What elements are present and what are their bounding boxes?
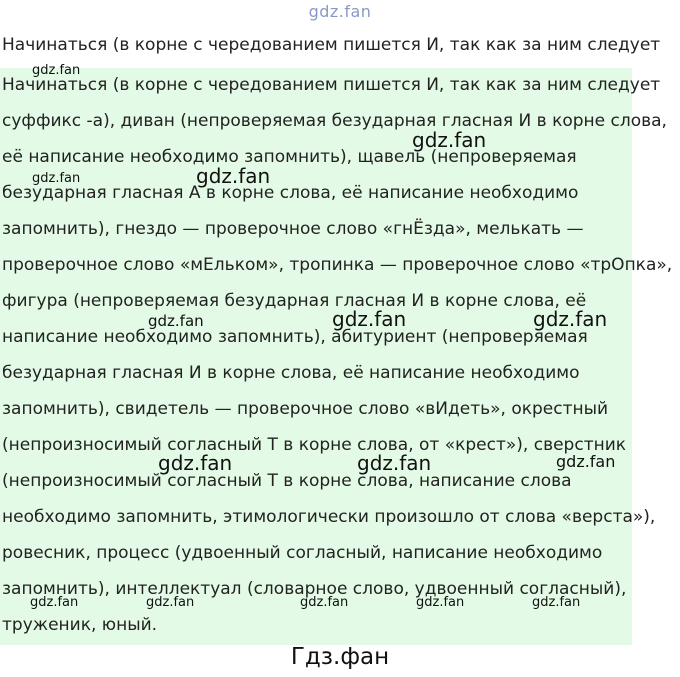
watermark: gdz.fan xyxy=(533,307,608,331)
watermark: gdz.fan xyxy=(32,63,81,78)
answer-line: её написание необходимо запомнить), щавель (непроверяемая xyxy=(2,147,577,167)
watermark: gdz.fan xyxy=(300,595,349,610)
watermark: gdz.fan xyxy=(148,312,204,330)
watermark: gdz.fan xyxy=(416,595,465,610)
answer-line: запомнить), интеллектуал (словарное слово, удвоенный согласный), xyxy=(2,579,627,599)
watermark: gdz.fan xyxy=(146,595,195,610)
watermark: gdz.fan xyxy=(196,164,271,188)
watermark: gdz.fan xyxy=(412,128,487,152)
answer-line: запомнить), гнездо — проверочное слово «гнЁзда», мелькать — xyxy=(2,219,584,239)
answer-line: написание необходимо запомнить), абитуриент (непроверяемая xyxy=(2,327,588,347)
answer-line: необходимо запомнить, этимологически произошло от слова «верста»), xyxy=(2,507,656,527)
answer-line: (непроизносимый согласный Т в корне слова, написание слова xyxy=(2,471,572,491)
answer-line: труженик, юный. xyxy=(2,615,158,635)
answer-line: (непроизносимый согласный Т в корне слова, от «крест»), сверстник xyxy=(2,435,627,455)
intro-line: Начинаться (в корне с чередованием пишется И, так как за ним следует xyxy=(2,35,661,55)
watermark: gdz.fan xyxy=(32,171,81,186)
answer-line: Начинаться (в корне с чередованием пишется И, так как за ним следует xyxy=(2,75,661,95)
answer-line: безударная гласная А в корне слова, её написание необходимо xyxy=(2,183,579,203)
watermark: gdz.fan xyxy=(30,595,79,610)
bottom-watermark: Гдз.фан xyxy=(290,644,390,670)
answer-line: проверочное слово «мЕльком», тропинка — проверочное слово «трОпка», xyxy=(2,255,673,275)
watermark: gdz.fan xyxy=(332,307,407,331)
answer-line: запомнить), свидетель — проверочное слово «вИдеть», окрестный xyxy=(2,399,609,419)
watermark: gdz.fan xyxy=(357,451,432,475)
watermark: gdz.fan xyxy=(532,595,581,610)
answer-line: суффикс -а), диван (непроверяемая безударная гласная И в корне слова, xyxy=(2,111,667,131)
watermark: gdz.fan xyxy=(556,452,616,471)
answer-line: фигура (непроверяемая безударная гласная И в корне слова, её xyxy=(2,291,587,311)
top-watermark: gdz.fan xyxy=(308,2,372,21)
watermark: gdz.fan xyxy=(158,451,233,475)
answer-line: ровесник, процесс (удвоенный согласный, написание необходимо xyxy=(2,543,603,563)
answer-line: безударная гласная И в корне слова, её написание необходимо xyxy=(2,363,580,383)
